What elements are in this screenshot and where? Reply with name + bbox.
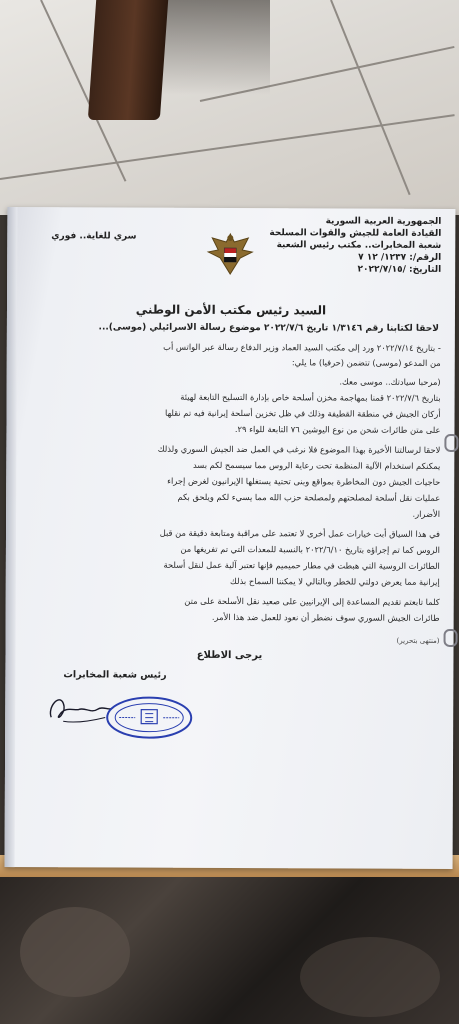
- body-line: طائرات الجيش السوري سوف نضطر أن نعود للعمل ضد هذا الأمر.: [211, 611, 440, 623]
- body-line: بتاريخ ٢٠٢٢/٧/٦ قمنا بمهاجمة مخزن أسلحة خاص بإدارة التسليح التابعة لهيئة: [180, 391, 441, 403]
- eagle-emblem-icon: [204, 230, 256, 280]
- document-reference: لاحقا لكتابنا رقم ١/٣١٤٦ تاريخ ٢٠٢٢/٧/٦ موضوع رسالة الاسرائيلي (موسى)...: [98, 322, 439, 334]
- document-page: [5, 207, 456, 869]
- body-line: على متن طائرات شحن من نوع اليوشين ٧٦ التابعة للواء ٢٩.: [234, 424, 441, 435]
- header-number: الرقم/: ١٢٣٧/ ١٢ ٧: [358, 252, 442, 263]
- classification-label: سري للغاية.. فوري: [51, 231, 137, 242]
- body-line: عمليات نقل أسلحة لمصلحتهم ولمصلحة حزب الله مما يسيء لكم ويلحق بكم: [177, 491, 441, 503]
- body-line: لاحقا لرسالتنا الأخيرة بهذا الموضوع فلا نرغب في العمل ضد الجيش السوري ولذلك: [157, 443, 441, 455]
- body-line: حاجيات الجيش دون المخاطرة بمواقع وبنى تحتية يستغلها الإيرانيون لغرض إجراء: [167, 475, 441, 487]
- body-line: في هذا السياق أبت خيارات عمل أخرى لا تعتمد على مراقبة ومتابعة دقيقة من قبل: [159, 527, 441, 539]
- header-command: القيادة العامة للجيش والقوات المسلحة: [269, 228, 442, 239]
- body-line: الروس كما تم إجراؤه بتاريخ ٢٠٢٢/٦/١٠ بالنسبة للمعدات التي تم تفريغها من: [180, 543, 440, 555]
- lower-background: [0, 877, 459, 1024]
- chair-leg: [88, 0, 168, 120]
- official-stamp: [105, 695, 193, 739]
- floor-background: [0, 0, 459, 215]
- body-line: الأضرار.: [412, 508, 441, 519]
- signature-title: رئيس شعبة المخابرات: [63, 669, 167, 681]
- body-line: الطائرات الروسية التي هبطت في مطار حميميم فإنها تعتبر آلية عمل لنقل أسلحة: [163, 559, 440, 571]
- end-note: (منتهى بتحرير): [396, 636, 440, 645]
- body-line: - بتاريخ ٢٠٢٢/٧/١٤ ورد إلى مكتب السيد العماد وزير الدفاع رسالة عبر الواتس أب: [163, 341, 441, 353]
- body-line: (مرحبا سيادتك.. موسى معك.: [339, 376, 441, 387]
- body-line: إيرانية مما يعرض دولتي للخطر وبالتالي لا يمكننا السماح بذلك: [230, 576, 440, 587]
- header-country: الجمهورية العربية السورية: [325, 216, 442, 227]
- body-line: يمكنكم استخدام الآلية المنظمة تحت رعاية الروس مما سيسمح لكم بسد: [192, 459, 441, 471]
- body-line: كلما تابعتم تقديم المساعدة إلى الإيرانيين على صعيد نقل الأسلحة على متن: [184, 595, 440, 607]
- body-line: من المدعو (موسى) تتضمن (حرفيا) ما يلي:: [291, 357, 441, 368]
- request-line: يرجى الاطلاع: [196, 649, 263, 662]
- document-title: السيد رئيس مكتب الأمن الوطني: [135, 302, 327, 318]
- header-date: التاريخ: /٢٠٢٢/٧/١٥: [357, 264, 442, 275]
- body-line: أركان الجيش في منطقة القطيفة وذلك في ظل تخزين أسلحة إيرانية فيه تم نقلها: [165, 407, 441, 419]
- header-department: شعبة المخابرات.. مكتب رئيس الشعبة: [276, 240, 442, 251]
